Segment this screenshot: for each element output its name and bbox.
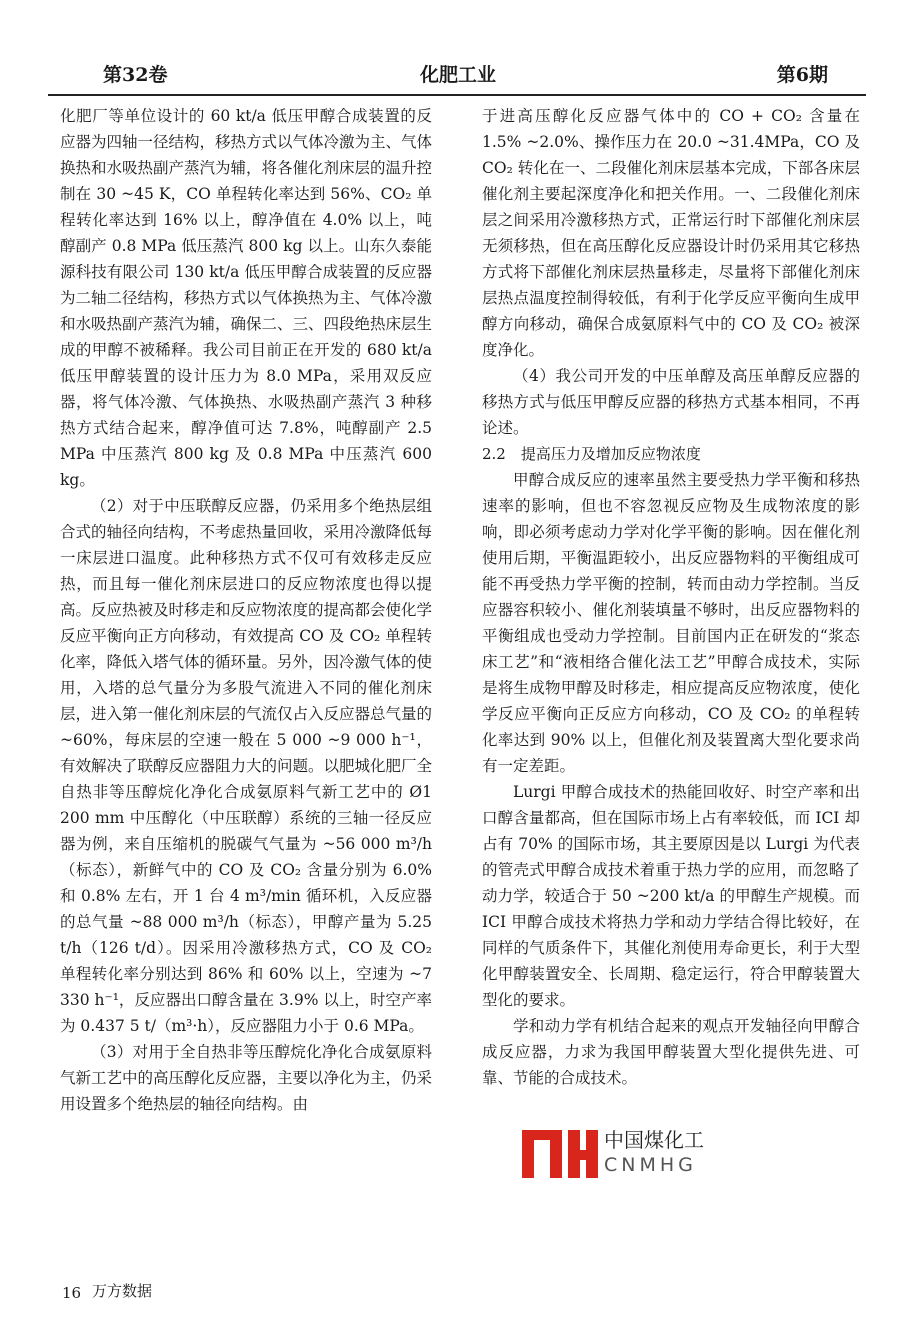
volume-label: 第32卷 [103, 64, 168, 86]
paragraph: 于进高压醇化反应器气体中的 CO + CO₂ 含量在 1.5% ~2.0%、操作压力在 20.0 ~31.4MPa，CO 及 CO₂ 转化在一、二段催化剂床层基本完成，下部各床层催化剂主要起深度净化和把关作用。一、二段催化剂床层之间采用冷激移热方式，正常运行时下部催化剂床层无须移热，但在高压醇化反应器设计时仍采用其它移热方式将下部催化剂床层热量移走，尽量将下部催化剂床层热点温度控制得较低，有利于化学反应平衡向生成甲醇方向移动，确保合成氨原料气中的 CO 及 CO₂ 被深度净化。 [482, 107, 860, 359]
paragraph: 甲醇合成反应的速率虽然主要受热力学平衡和移热速率的影响，但也不容忽视反应物及生成物浓度的影响，即必须考虑动力学对化学平衡的影响。因在催化剂使用后期，平衡温距较小，出反应器物料的平衡组成可能不再受热力学平衡的控制，转而由动力学控制。当反应器容积较小、催化剂装填量不够时，出反应器物料的平衡组成也受动力学控制。目前国内正在研发的“浆态床工艺”和“液相络合催化法工艺”甲醇合成技术，实际是将生成物甲醇及时移走，相应提高反应物浓度，使化学反应平衡向正反应方向移动，CO 及 CO₂ 的单程转化率达到 90% 以上，但催化剂及装置离大型化要求尚有一定差距。 [482, 471, 860, 775]
left-column [60, 103, 432, 1117]
cnmhg-logo-icon [520, 1126, 598, 1180]
issue-label: 第6期 [776, 64, 828, 86]
logo-english-text: CNMHG [604, 1154, 697, 1176]
paragraph: 学和动力学有机结合起来的观点开发轴径向甲醇合成反应器，力求为我国甲醇装置大型化提供先进、可靠、节能的合成技术。 [482, 1017, 860, 1087]
right-column [482, 103, 860, 1091]
paragraph: Lurgi 甲醇合成技术的热能回收好、时空产率和出口醇含量都高，但在国际市场上占有率较低，而 ICI 却占有 70% 的国际市场，其主要原因是以 Lurgi 为代表的管壳式甲醇合成技术着重于热力学的应用，而忽略了动力学，较适合于 50 ~200 kt/a 的甲醇生产规模。而 ICI 甲醇合成技术将热力学和动力学结合得比较好，在同样的气质条件下，其催化剂使用寿命更长，利于大型化甲醇装置安全、长周期、稳定运行，符合甲醇装置大型化的要求。 [482, 783, 860, 1009]
page-number: 16 [62, 1284, 82, 1302]
paragraph: （4）我公司开发的中压单醇及高压单醇反应器的移热方式与低压甲醇反应器的移热方式基本相同，不再论述。 [482, 367, 860, 437]
paragraph: （3）对用于全自热非等压醇烷化净化合成氨原料气新工艺中的高压醇化反应器，主要以净化为主，仍采用设置多个绝热层的轴径向结构。由 [60, 1043, 433, 1113]
logo-chinese-text: 中国煤化工 [604, 1128, 704, 1152]
page-header [48, 58, 866, 96]
journal-title: 化肥工业 [420, 64, 497, 86]
section-heading: 2.2 提高压力及增加反应物浓度 [482, 445, 701, 463]
source-label: 万方数据 [92, 1282, 153, 1300]
paragraph: （2）对于中压联醇反应器，仍采用多个绝热层组合式的轴径向结构，不考虑热量回收，采用冷激降低每一床层进口温度。此种移热方式不仅可有效移走反应热，而且每一催化剂床层进口的反应物浓度也得以提高。反应热被及时移走和反应物浓度的提高都会使化学反应平衡向正方向移动，有效提高 CO 及 CO₂ 单程转化率，降低入塔气体的循环量。另外，因冷激气体的使用，入塔的总气量分为多股气流进入不同的催化剂床层，进入第一催化剂床层的气流仅占入反应器总气量的 ~60%，每床层的空速一般在 5 000 ~9 000 h⁻¹，有效解决了联醇反应器阻力大的问题。以肥城化肥厂全自热非等压醇烷化净化合成氨原料气新工艺中的 Ø1 200 mm 中压醇化（中压联醇）系统的三轴一径反应器为例，来自压缩机的脱碳气气量为 ~56 000 m³/h（标态），新鲜气中的 CO 及 CO₂ 含量分别为 6.0% 和 0.8% 左右，开 1 台 4 m³/min 循环机，入反应器的总气量 ~88 000 m³/h（标态），甲醇产量为 5.25 t/h（126 t/d）。因采用冷激移热方式，CO 及 CO₂ 单程转化率分别达到 86% 和 60% 以上，空速为 ~7 330 h⁻¹，反应器出口醇含量在 3.9% 以上，时空产率为 0.437 5 t/（m³·h），反应器阻力小于 0.6 MPa。 [60, 497, 433, 1035]
paragraph: 化肥厂等单位设计的 60 kt/a 低压甲醇合成装置的反应器为四轴一径结构，移热方式以气体冷激为主、气体换热和水吸热副产蒸汽为辅，将各催化剂床层的温升控制在 30 ~45 K，CO 单程转化率达到 56%、CO₂ 单程转化率达到 16% 以上，醇净值在 4.0% 以上，吨醇副产 0.8 MPa 低压蒸汽 800 kg 以上。山东久泰能源科技有限公司 130 kt/a 低压甲醇合成装置的反应器为二轴二径结构，移热方式以气体换热为主、气体冷激和水吸热副产蒸汽为辅，确保二、三、四段绝热床层生成的甲醇不被稀释。我公司目前正在开发的 680 kt/a 低压甲醇装置的设计压力为 8.0 MPa，采用双反应器，将气体冷激、气体换热、水吸热副产蒸汽 3 种移热方式结合起来，醇净值可达 7.8%，吨醇副产 2.5 MPa 中压蒸汽 800 kg 及 0.8 MPa 中压蒸汽 600 kg。 [60, 107, 433, 489]
watermark-logo [514, 1124, 746, 1182]
